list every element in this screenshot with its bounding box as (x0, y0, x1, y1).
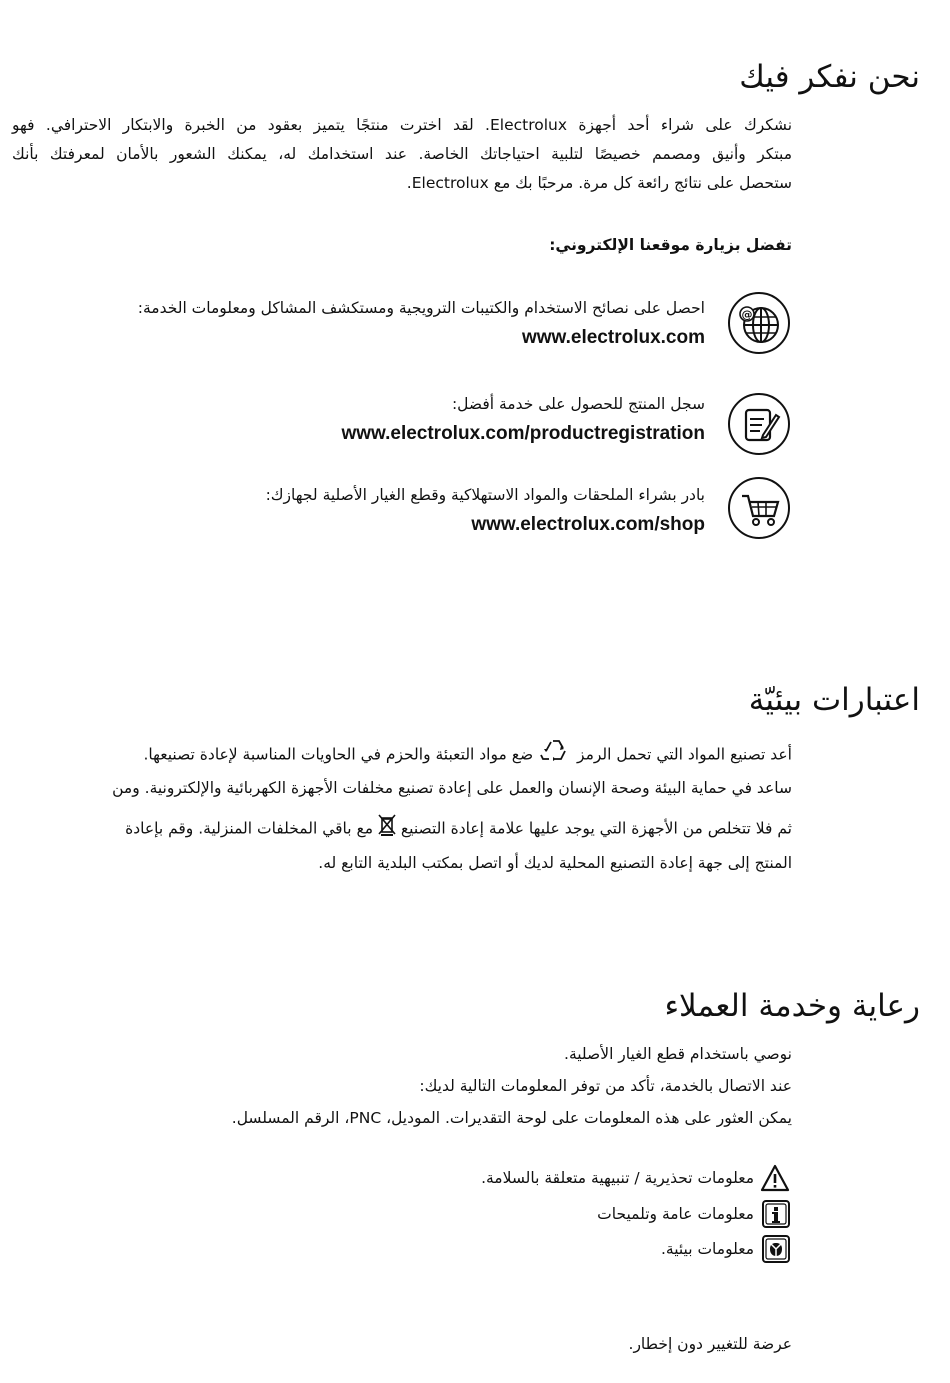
thank-you-paragraph (12, 111, 792, 198)
customer-care-line-1: نوصي باستخدام قطع الغيار الأصلية. (564, 1045, 792, 1063)
environment-line-2: ساعد في حماية البيئة وصحة الإنسان والعمل على إعادة تصنيع مخلفات الأجهزة الكهربائية والإلكترونية. ومن (112, 779, 792, 797)
environment-line-1-start: أعد تصنيع المواد التي تحمل الرمز (577, 745, 792, 764)
visit-website-label: تفضل بزيارة موقعنا الإلكتروني: (549, 236, 792, 254)
paragraph-line: مبتكر وأنيق ومصمم خصيصًا لتلبية احتياجاتك الخاصة. عند استخدامك له، يمكنك الشعور بالأمان لمعرفتك بأنك (12, 145, 792, 163)
link-support-url[interactable]: www.electrolux.com (521, 327, 705, 348)
link-support-item (138, 296, 705, 350)
paragraph-line: ستحصل على نتائج رائعة كل مرة. مرحبًا بك مع Electrolux. (406, 174, 792, 192)
link-registration-description: سجل المنتج للحصول على خدمة أفضل: (451, 395, 705, 413)
environment-line-4: المنتج إلى جهة إعادة التصنيع المحلية لديك أو اتصل بمكتب البلدية التابع له. (318, 854, 792, 872)
globe-icon (728, 292, 790, 354)
legend-environment-text: معلومات بيئية. (660, 1240, 754, 1258)
weee-bin-icon (378, 813, 396, 845)
environment-icon (762, 1235, 790, 1263)
legend-warning-text: معلومات تحذيرية / تنبيهية متعلقة بالسلامة. (481, 1169, 754, 1187)
environment-line-3-end: مع باقي المخلفات المنزلية. وقم بإعادة (125, 819, 374, 838)
customer-care-heading: رعاية وخدمة العملاء (664, 988, 920, 1024)
link-shop-item (266, 483, 705, 537)
link-registration-item (341, 392, 705, 446)
svg-text:@: @ (741, 308, 753, 321)
link-support-description: احصل على نصائح الاستخدام والكتيبات الترويجية ومستكشف المشاكل ومعلومات الخدمة: (137, 299, 705, 317)
link-shop-url[interactable]: www.electrolux.com/shop (471, 514, 705, 535)
paragraph-line: نشكرك على شراء أحد أجهزة Electrolux. لقد اخترت منتجًا يتميز بعقود من الخبرة والابتكار الاحترافي. فهو (12, 116, 793, 134)
info-icon (762, 1200, 790, 1228)
customer-care-line-3: يمكن العثور على هذه المعلومات على لوحة التقديرات. الموديل، PNC، الرقم المسلسل. (231, 1109, 792, 1127)
customer-care-line-2: عند الاتصال بالخدمة، تأكد من توفر المعلومات التالية لديك: (419, 1077, 792, 1095)
environment-line-1-end: ضع مواد التعبئة والحزم في الحاويات المناسبة لإعادة تصنيعها. (143, 745, 534, 764)
environment-line-3-start: ثم فلا تتخلص من الأجهزة التي يوجد عليها علامة إعادة التصنيع (400, 819, 792, 838)
thinking-of-you-heading: نحن نفكر فيك (739, 59, 920, 95)
registration-icon (728, 393, 790, 455)
environmental-heading: اعتبارات بيئيّة (748, 682, 920, 718)
warning-icon (760, 1164, 790, 1192)
subject-to-change-note: عرضة للتغيير دون إخطار. (628, 1335, 792, 1353)
link-shop-description: بادر بشراء الملحقات والمواد الاستهلاكية وقطع الغيار الأصلية لجهازك: (265, 486, 705, 504)
legend-info-text: معلومات عامة وتلميحات (597, 1205, 754, 1223)
environment-line-3 (125, 813, 792, 845)
environment-line-1 (143, 738, 792, 772)
link-registration-url[interactable]: www.electrolux.com/productregistration (341, 423, 705, 444)
recycle-icon (538, 738, 572, 772)
shopping-cart-icon (728, 477, 790, 539)
